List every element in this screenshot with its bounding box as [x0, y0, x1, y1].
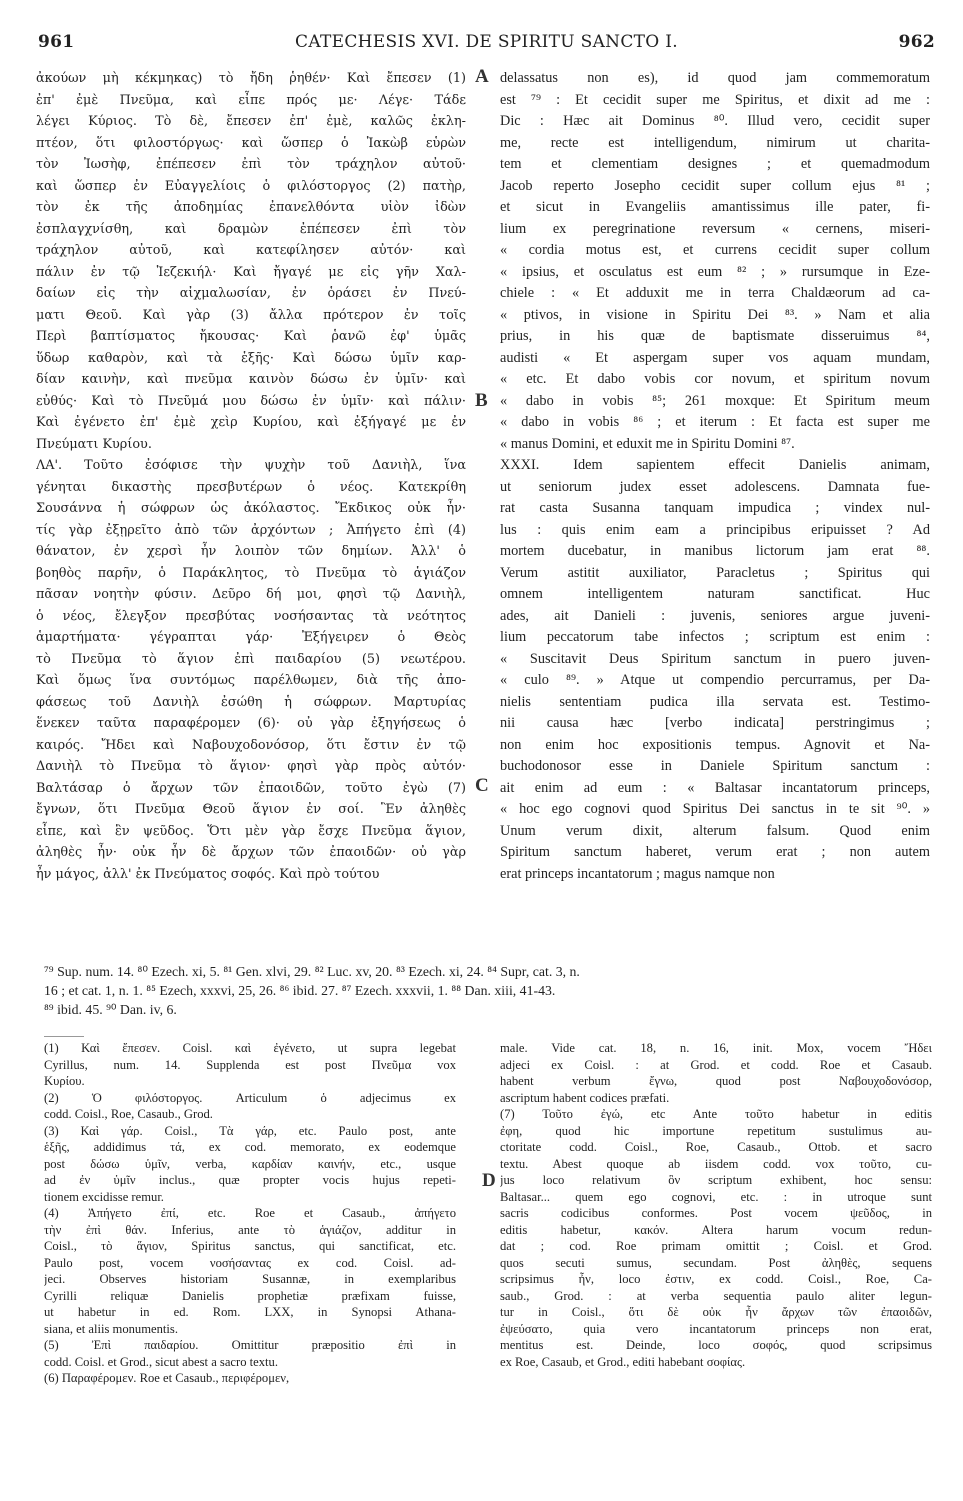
latin-text-line: lium ex peregrinatione reversum « cernens, miseri-: [500, 220, 930, 237]
note-line: saub., Grod. : at verba sequentia paulo aliter legun-: [500, 1288, 932, 1303]
greek-text-line: Σουσάννα ἡ σώφρων ὡς ἀκόλαστος. Ἔκδικος οὐκ ἦν·: [36, 501, 466, 516]
note-line: jeci. Observes historiam Susannæ, in exemplaribus: [44, 1272, 456, 1286]
greek-text-line: ἐσπλαγχνίσθη, καὶ δραμὼν ἐπέπεσεν ἐπὶ τὸν: [36, 221, 466, 237]
latin-text-line: nii causa hæc [verbo indicata] perstringimus ;: [500, 715, 930, 731]
note-line: siana, et aliis monumentis.: [44, 1321, 178, 1336]
greek-text-line: εὐθύς· Καὶ τὸ Πνεῦμά μου δώσω ἐν ὑμῖν· καὶ πάλιν·: [36, 393, 466, 409]
greek-text-line: πτέον, ὅτι φιλοστόργως· καὶ ὥσπερ ὁ Ἰακὼβ εὑρὼν: [36, 135, 466, 151]
note-line: codd. Coisl., Roe, Casaub., Grod.: [44, 1107, 213, 1121]
critical-notes-right: [500, 1040, 932, 1370]
note-line: (5) Ἐπὶ παιδαρίου. Omittitur præpositio ἐπὶ in: [44, 1338, 456, 1352]
greek-text-line: δίαν καινὴν, καὶ πνεῦμα καινὸν δώσω ἐν ὑμῖν· καὶ: [36, 372, 466, 387]
latin-text-line: Spiritum sanctum haberet, verum erat ; non autem: [500, 844, 930, 860]
greek-text-line: τὸν Ἰωσὴφ, ἐπέπεσεν ἐπὶ τὸν τράχηλον αὐτοῦ·: [36, 157, 466, 172]
latin-text-line: lium peccatorum tabe infectos ; scriptum est enim :: [500, 629, 930, 645]
latin-text-line: « ipsius, et osculatus est eum ⁸² ; » rursumque in Eze-: [500, 263, 930, 280]
latin-text-line: Verum astitit auxiliator, Paracletus ; Spiritus qui: [500, 564, 930, 581]
latin-text-line: lus : quis enim eam a principibus eripuisset ? Ad: [500, 521, 930, 538]
greek-text-line: Πνεύματι Κυρίου.: [36, 436, 152, 452]
note-line: (3) Καὶ γάρ. Coisl., Τὰ γάρ, etc. Paulo post, ante: [44, 1123, 456, 1138]
greek-text-line: ὕδωρ καθαρὸν, καὶ τὰ ἑξῆς· Καὶ δώσω ὑμῖν καρ-: [36, 350, 466, 366]
greek-text-line: εἶπε, καὶ ἓν ψεῦδος. Ὅτι μὲν γὰρ ἔσχε Πνεῦμα ἅγιον,: [36, 823, 466, 839]
greek-text-line: πᾶσαν νοητὴν φύσιν. Δεῦρο δή μοι, φησὶ τῷ Δανιὴλ,: [36, 587, 466, 602]
latin-text-line: « cordia motus est, et currens cecidit super collum: [500, 242, 930, 258]
latin-text-line: ait enim ad eum : « Baltasar incantatorum princeps,: [500, 779, 930, 796]
latin-text-line: erat princeps incantatorum ; magus namque non: [500, 865, 775, 882]
latin-text-line: Unum verum dixit, alterum falsum. Quod enim: [500, 822, 930, 839]
note-line: editis habetur, κακόν. Altera harum vocum redun-: [500, 1222, 932, 1237]
latin-text-line: me, recte est intelligendum, nimirum ut charita-: [500, 134, 930, 151]
greek-text-line: Καὶ ἐγένετο ἐπ' ἐμὲ χεὶρ Κυρίου, καὶ ἐξήγαγέ με ἐν: [36, 415, 466, 430]
latin-text-line: est ⁷⁹ : Et cecidit super me Spiritus, et dixit ad me :: [500, 91, 930, 108]
critical-notes-left: [44, 1040, 456, 1387]
note-line: mentitus est. Deinde, loco σοφός, quod scripsimus: [500, 1338, 932, 1352]
greek-text-line: ἕνεκεν ταῦτα παραφέρομεν (6)· οὐ γὰρ ἐξηγήσεως ὁ: [36, 716, 466, 731]
greek-text-line: βοηθὸς παρῆν, ὁ Παράκλητος, τὸ Πνεῦμα τὸ ἁγιάζον: [36, 565, 466, 581]
note-line: ut habetur in ed. Rom. LXX, in Synopsi Athana-: [44, 1305, 456, 1319]
running-title: CATECHESIS XVI. DE SPIRITU SANCTO I.: [295, 32, 678, 52]
latin-text-line: rat casta Susanna tanquam impudica ; vindex nul-: [500, 500, 930, 516]
latin-text-line: mortem ducebatur, in manibus lictorum jam erat ⁸⁸.: [500, 543, 930, 559]
latin-text-line: ades, ait Danieli : juvenis, seniores argue juveni-: [500, 607, 930, 624]
latin-text-line: « Suscitavit Deus Spiritum sanctum in puero juven-: [500, 650, 930, 667]
note-line: ascriptum habent codices præfati.: [500, 1090, 670, 1105]
note-line: τὴν ἐπὶ θάν. Inferius, ante τὸ ἁγιάζον, additur in: [44, 1222, 456, 1237]
note-line: codd. Coisl. et Grod., sicut abest a sacro textu.: [44, 1354, 278, 1369]
note-line: post δώσω ὑμῖν, verba, καρδίαν καινήν, etc., usque: [44, 1156, 456, 1171]
greek-text-line: ἐπ' ἐμὲ Πνεῦμα, καὶ εἶπε πρός με· Λέγε· Τάδε: [36, 92, 466, 108]
notes-separator: [44, 1036, 84, 1037]
greek-text-line: τὸ Πνεῦμα τὸ ἅγιον ἐπὶ παιδαρίου (5) νεωτέρου.: [36, 651, 466, 667]
greek-text-line: δαίων εἰς τὴν αἰχμαλωσίαν, ἐν ὁράσει ἐν Πνεύ-: [36, 286, 466, 301]
note-line: male. Vide cat. 18, n. 16, init. Mox, vocem Ἤδει: [500, 1041, 932, 1055]
note-line: Baltasar... quem ego cognovi, etc. : in utroque sunt: [500, 1189, 932, 1204]
page-number-right: 962: [898, 32, 935, 52]
note-line: ad ἐν ὑμῖν inclus., quæ propter vocis hujus repeti-: [44, 1173, 456, 1187]
greek-text-line: τίς γὰρ ἐξῃρεῖτο ἀπὸ τῶν ἀρχόντων ; Ἀπήγετο ἐπὶ (4): [36, 522, 466, 538]
section-marker-d: D: [482, 1170, 496, 1191]
note-line: textu. Abest quoque ab iisdem codd. vox τοῦτο, cu-: [500, 1156, 932, 1171]
greek-text-line: ἁμαρτήματα· γέγραπται γάρ· Ἐξήγειρεν ὁ Θεὸς: [36, 630, 466, 645]
note-line: ἑξῆς, addidimus τά, ex cod. memorato, ex eodemque: [44, 1140, 456, 1154]
greek-text-line: καιρός. Ἤδει καὶ Ναβουχοδονόσορ, ὅτι ἔστιν ἐν τῷ: [36, 737, 466, 753]
latin-text-line: nielis sententiam pudica illa servata est. Testimo-: [500, 693, 930, 710]
note-line: dat ; cod. Roe primam omittit ; Coisl. et Grod.: [500, 1239, 932, 1253]
latin-text-line: « ptivos, in visione in Spiritu Dei ⁸³. » Nam et alia: [500, 306, 930, 323]
latin-text-line: « manus Domini, et eduxit me in Spiritu Domini ⁸⁷.: [500, 435, 795, 452]
greek-text-line: ματι Θεοῦ. Καὶ γὰρ (3) ἄλλα πρότερον ἐν τοῖς: [36, 307, 466, 323]
greek-text-line: ἀκούων μὴ κέκμηκας) τὸ ἤδη ῥηθέν· Καὶ ἔπεσεν (1): [36, 71, 466, 86]
reference-line: ⁸⁹ ibid. 45. ⁹⁰ Dan. iv, 6.: [44, 1002, 177, 1017]
greek-text-line: Βαλτάσαρ ὁ ἄρχων τῶν ἐπαοιδῶν, τοῦτο ἐγὼ (7): [36, 780, 466, 796]
latin-text-line: « dabo in vobis ⁸⁵; 261 moxque: Et Spiritum meum: [500, 392, 930, 409]
running-header: [38, 32, 935, 62]
reference-line: 16 ; et cat. 1, n. 1. ⁸⁵ Ezech, xxxvi, 25, 26. ⁸⁶ ibid. 27. ⁸⁷ Ezech. xxxvii, 1. ⁸⁸ Dan. xiii, 41-43.: [44, 983, 556, 998]
greek-text-line: ἀληθὲς ἦν· οὐκ ἦν δὲ ἄρχων τῶν ἐπαοιδῶν· οὐ γὰρ: [36, 845, 466, 860]
greek-text-column: [36, 68, 466, 885]
greek-text-line: ΛΑ'. Τοῦτο ἐσόφισε τὴν ψυχὴν τοῦ Δανιὴλ, ἵνα: [36, 458, 466, 473]
latin-text-line: XXXI. Idem sapientem effecit Danielis animam,: [500, 457, 930, 473]
latin-text-line: Jacob reperto Josepho cecidit super collum ejus ⁸¹ ;: [500, 177, 930, 194]
latin-text-line: « dabo in vobis ⁸⁶ ; et iterum : Et facta est super me: [500, 414, 930, 430]
greek-text-line: καὶ ὥσπερ ἐν Εὐαγγελίοις ὁ φιλόστοργος (2) πατὴρ,: [36, 178, 466, 194]
reference-line: ⁷⁹ Sup. num. 14. ⁸⁰ Ezech. xi, 5. ⁸¹ Gen. xlvi, 29. ⁸² Luc. xv, 20. ⁸³ Ezech. xi, 24. ⁸⁴ Supr, cat. 3, n.: [44, 964, 580, 979]
latin-text-line: audisti « Et aspergam super vos aquam mundam,: [500, 349, 930, 366]
latin-text-line: « culo ⁸⁹. » Atque ut compendio percurramus, per Da-: [500, 672, 930, 688]
note-line: jus loco relativum ὃν scriptum exhibent, hoc sensu:: [500, 1173, 932, 1187]
page-number-left: 961: [38, 32, 75, 52]
greek-text-line: τὸν ἐκ τῆς ἀποδημίας ἐπανελθόντα υἱὸν ἰδὼν: [36, 200, 466, 215]
note-line: adjeci ex Coisl. : at Grod. et codd. Roe et Casaub.: [500, 1057, 932, 1072]
latin-text-line: « hoc ego cognovi quod Spiritus Dei sanctus in te sit ⁹⁰. »: [500, 801, 930, 817]
note-line: habent verbum ἔγνω, quod post Ναβουχοδονόσορ,: [500, 1074, 932, 1088]
note-line: quos secuti sumus, secundam. Post ἀληθὲς, sequens: [500, 1255, 932, 1270]
latin-text-line: buchodonosor esse in Daniele Spiritum sanctum :: [500, 758, 930, 774]
scripture-references: [44, 962, 936, 1019]
note-line: ex Roe, Casaub, et Grod., editi habebant σοφίας.: [500, 1354, 746, 1369]
note-line: ctoritate codd. Coisl., Roe, Casaub., Ottob. et sacro: [500, 1140, 932, 1154]
section-marker-c: C: [475, 775, 489, 796]
greek-text-line: Δανιὴλ τὸ Πνεῦμα τὸ ἅγιον· φησὶ γὰρ πρὸς αὐτόν·: [36, 759, 466, 774]
section-marker-b: B: [475, 390, 488, 411]
greek-text-line: φάσεως τοῦ Δανιὴλ ἐσώθη ἡ σώφρων. Μαρτυρίας: [36, 694, 466, 710]
latin-text-line: prius, in his quæ de baptismate disseruimus ⁸⁴,: [500, 328, 930, 344]
greek-text-line: τράχηλον αὐτοῦ, καὶ κατεφίλησεν αὐτόν· καὶ: [36, 243, 466, 258]
greek-text-line: ἦν μάγος, ἀλλ' ἐκ Πνεύματος σοφός. Καὶ πρὸ τούτου: [36, 866, 380, 882]
latin-text-line: delassatus non es), id quod jam commemoratum: [500, 70, 930, 86]
note-line: (1) Καὶ ἔπεσεν. Coisl. καὶ ἐγένετο, ut supra legebat: [44, 1041, 456, 1055]
note-line: Paulo post, vocem νοσήσαντας ex cod. Coisl. ad-: [44, 1255, 456, 1270]
note-line: tionem excidisse remur.: [44, 1189, 164, 1204]
note-line: tur in Coisl., ὅτι δὲ οὐκ ἦν ἄρχων τῶν ἐπαοιδῶν,: [500, 1305, 932, 1319]
greek-text-line: Περὶ βαπτίσματος ἤκουσας· Καὶ ῥανῶ ἐφ' ὑμᾶς: [36, 329, 466, 344]
note-line: Cyrillus, num. 14. Supplenda est post Πνεῦμα vox: [44, 1057, 456, 1072]
latin-text-line: tem et clementiam designes ; et quemadmodum: [500, 156, 930, 172]
latin-text-line: « etc. Et dabo vobis cor novum, et spiritum novum: [500, 371, 930, 387]
greek-text-line: ὁ νέος, ἔλεγξον πρεσβύτας νοσήσαντας τὰ νεότητος: [36, 608, 466, 624]
note-line: scripsimus ἦν, loco ἐστιν, ex codd. Coisl., Roe, Ca-: [500, 1272, 932, 1286]
greek-text-line: πάλιν ἐν τῷ Ἰεζεκιήλ· Καὶ ἤγαγέ με εἰς γῆν Χαλ-: [36, 264, 466, 280]
note-line: sacris codicibus conformes. Post vocem ψεῦδος, in: [500, 1206, 932, 1220]
greek-text-line: λέγει Κύριος. Τὸ δὲ, ἔπεσεν ἐπ' ἐμὲ, καλῶς ἐκλη-: [36, 114, 466, 129]
note-line: (4) Ἀπήγετο ἐπί, etc. Roe et Casaub., ἀπήγετο: [44, 1206, 456, 1220]
note-line: Coisl., τὸ ἅγιον, Spiritus sanctus, qui sanctificat, etc.: [44, 1239, 456, 1253]
note-line: ἐφη, quod hic importune repetitum sustulimus au-: [500, 1123, 932, 1138]
greek-text-line: γένηται δικαστὴς πρεσβυτέρων ὁ νέος. Κατεκρίθη: [36, 479, 466, 495]
latin-text-line: non enim hoc expositionis tempus. Agnovit et Na-: [500, 736, 930, 753]
note-line: Κυρίου.: [44, 1074, 85, 1088]
latin-text-column: [500, 68, 930, 885]
greek-text-line: Καὶ ὅμως ἵνα συντόμως παρέλθωμεν, διὰ τῆς ἀπο-: [36, 673, 466, 688]
greek-text-line: ἔγνων, ὅτι Πνεῦμα Θεοῦ ἅγιον ἐν σοί. Ἓν ἀληθὲς: [36, 802, 466, 817]
greek-text-line: θάνατον, ἐν χερσὶ ἦν λοιπὸν τῶν δημίων. Ἀλλ' ὁ: [36, 544, 466, 559]
note-line: Cyrilli reliquæ Danielis prophetiæ præfixam fuisse,: [44, 1288, 456, 1303]
note-line: (2) Ὁ φιλόστοργος. Articulum ὁ adjecimus ex: [44, 1090, 456, 1105]
note-line: ἐψεύσατο, quia vero incantatorum princeps non erat,: [500, 1321, 932, 1336]
note-line: (7) Τοῦτο ἐγώ, etc Ante τοῦτο habetur in editis: [500, 1107, 932, 1121]
latin-text-line: Dic : Hæc ait Dominus ⁸⁰. Illud vero, cecidit super: [500, 113, 930, 129]
latin-text-line: omnem intelligentem naturam sanctificat. Huc: [500, 586, 930, 602]
latin-text-line: et sicut in Evangeliis amantissimus ille pater, fi-: [500, 199, 930, 215]
section-marker-a: A: [475, 66, 489, 87]
note-line: (6) Παραφέρομεν. Roe et Casaub., περιφέρομεν,: [44, 1371, 290, 1385]
latin-text-line: chiele : « Et adduxit me in terra Chaldæorum ad ca-: [500, 285, 930, 301]
latin-text-line: ut seniorum judex esset adolescens. Damnata fue-: [500, 478, 930, 495]
